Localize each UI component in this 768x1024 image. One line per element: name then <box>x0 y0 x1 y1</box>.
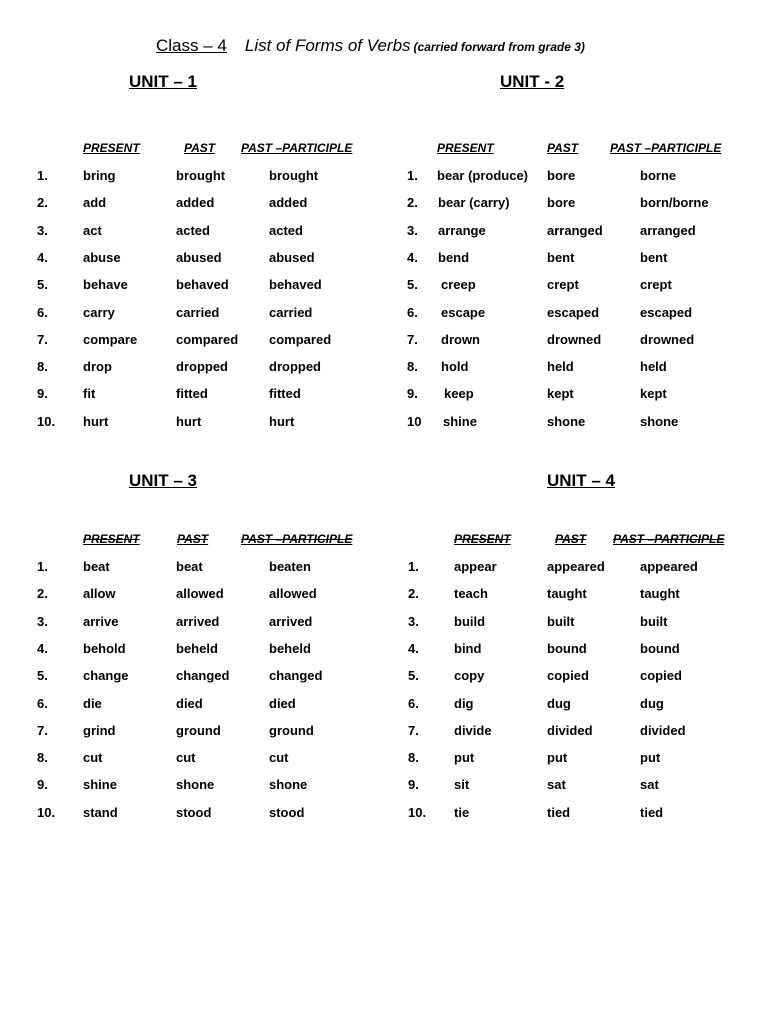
past-participle-verb: held <box>640 359 667 374</box>
past-participle-header: PAST –PARTICIPLE <box>241 532 353 546</box>
row-number: 3. <box>407 223 418 238</box>
past-participle-verb: dug <box>640 696 664 711</box>
past-participle-verb: crept <box>640 277 672 292</box>
past-participle-verb: kept <box>640 386 667 401</box>
present-header: PRESENT <box>83 141 140 155</box>
title-note: (carried forward from grade 3) <box>413 40 585 54</box>
past-verb: carried <box>176 305 220 320</box>
row-number: 1. <box>408 559 419 574</box>
row-number: 7. <box>408 723 419 738</box>
present-verb: compare <box>83 332 138 347</box>
row-number: 1. <box>37 168 48 183</box>
row-number: 8. <box>37 359 48 374</box>
past-verb: acted <box>176 223 210 238</box>
past-participle-verb: shone <box>269 777 308 792</box>
class-label: Class – 4 <box>156 36 227 55</box>
past-participle-verb: sat <box>640 777 659 792</box>
past-verb: behaved <box>176 277 229 292</box>
past-verb: dropped <box>176 359 228 374</box>
past-participle-verb: added <box>269 195 308 210</box>
unit-heading: UNIT – 4 <box>547 471 616 490</box>
past-verb: beheld <box>176 641 218 656</box>
present-header: PRESENT <box>83 532 140 546</box>
present-verb: stand <box>83 805 118 820</box>
past-participle-verb: divided <box>640 723 686 738</box>
row-number: 4. <box>407 250 418 265</box>
past-verb: beat <box>176 559 203 574</box>
row-number: 4. <box>408 641 419 656</box>
past-participle-verb: changed <box>269 668 323 683</box>
row-number: 7. <box>37 723 48 738</box>
past-participle-verb: taught <box>640 586 680 601</box>
past-verb: sat <box>547 777 566 792</box>
present-verb: grind <box>83 723 116 738</box>
present-verb: bend <box>438 250 470 265</box>
page-title <box>156 36 585 56</box>
past-verb: tied <box>547 805 571 820</box>
present-verb: divide <box>454 723 492 738</box>
present-verb: build <box>454 614 486 629</box>
past-participle-verb: borne <box>640 168 677 183</box>
unit-heading: UNIT – 3 <box>129 471 198 490</box>
past-verb: drowned <box>547 332 602 347</box>
present-verb: sit <box>454 777 470 792</box>
past-participle-verb: acted <box>269 223 303 238</box>
row-number: 1. <box>37 559 48 574</box>
past-participle-verb: stood <box>269 805 305 820</box>
past-verb: held <box>547 359 574 374</box>
present-verb: beat <box>83 559 110 574</box>
row-number: 6. <box>37 305 48 320</box>
past-verb: arrived <box>176 614 220 629</box>
past-header: PAST <box>547 141 579 155</box>
present-verb: keep <box>444 386 474 401</box>
past-verb: built <box>547 614 575 629</box>
present-verb: copy <box>454 668 485 683</box>
past-header: PAST <box>177 532 209 546</box>
present-verb: put <box>454 750 475 765</box>
present-verb: allow <box>83 586 116 601</box>
present-verb: creep <box>441 277 476 292</box>
present-verb: drop <box>83 359 112 374</box>
row-number: 10. <box>37 805 56 820</box>
row-number: 5. <box>37 277 48 292</box>
past-participle-verb: fitted <box>269 386 301 401</box>
past-verb: shone <box>176 777 215 792</box>
past-verb: hurt <box>176 414 202 429</box>
present-verb: arrange <box>438 223 486 238</box>
present-verb: appear <box>454 559 497 574</box>
present-verb: act <box>83 223 102 238</box>
present-header: PRESENT <box>454 532 511 546</box>
row-number: 10. <box>37 414 56 429</box>
past-participle-verb: put <box>640 750 661 765</box>
row-number: 8. <box>408 750 419 765</box>
past-participle-header: PAST –PARTICIPLE <box>613 532 725 546</box>
unit-heading: UNIT – 1 <box>129 72 198 91</box>
past-verb: changed <box>176 668 230 683</box>
past-participle-header: PAST –PARTICIPLE <box>241 141 353 155</box>
row-number: 3. <box>37 223 48 238</box>
present-verb: bear (carry) <box>438 195 510 210</box>
row-number: 6. <box>408 696 419 711</box>
past-participle-verb: shone <box>640 414 679 429</box>
past-verb: put <box>547 750 568 765</box>
row-number: 10 <box>407 414 422 429</box>
past-header: PAST <box>555 532 587 546</box>
past-participle-verb: copied <box>640 668 682 683</box>
present-verb: die <box>83 696 102 711</box>
row-number: 10. <box>408 805 427 820</box>
past-participle-verb: abused <box>269 250 315 265</box>
row-number: 9. <box>407 386 418 401</box>
present-verb: bind <box>454 641 482 656</box>
past-participle-verb: allowed <box>269 586 317 601</box>
past-participle-verb: built <box>640 614 668 629</box>
past-verb: died <box>176 696 203 711</box>
present-verb: behold <box>83 641 126 656</box>
past-header: PAST <box>184 141 216 155</box>
row-number: 3. <box>408 614 419 629</box>
row-number: 5. <box>37 668 48 683</box>
past-verb: fitted <box>176 386 208 401</box>
past-verb: brought <box>176 168 226 183</box>
past-verb: crept <box>547 277 579 292</box>
present-verb: behave <box>83 277 128 292</box>
past-participle-verb: ground <box>269 723 314 738</box>
row-number: 5. <box>408 668 419 683</box>
past-participle-verb: tied <box>640 805 664 820</box>
past-verb: bound <box>547 641 587 656</box>
past-participle-verb: died <box>269 696 296 711</box>
row-number: 9. <box>37 777 48 792</box>
past-verb: escaped <box>547 305 600 320</box>
present-verb: change <box>83 668 129 683</box>
row-number: 7. <box>407 332 418 347</box>
past-participle-verb: hurt <box>269 414 295 429</box>
present-verb: escape <box>441 305 486 320</box>
past-participle-verb: cut <box>269 750 289 765</box>
past-participle-verb: escaped <box>640 305 693 320</box>
present-verb: dig <box>454 696 474 711</box>
past-verb: abused <box>176 250 222 265</box>
present-verb: carry <box>83 305 115 320</box>
past-verb: allowed <box>176 586 224 601</box>
present-verb: teach <box>454 586 488 601</box>
row-number: 2. <box>408 586 419 601</box>
past-verb: dug <box>547 696 571 711</box>
row-number: 9. <box>408 777 419 792</box>
row-number: 8. <box>407 359 418 374</box>
row-number: 6. <box>407 305 418 320</box>
present-verb: tie <box>454 805 470 820</box>
past-verb: divided <box>547 723 593 738</box>
row-number: 4. <box>37 641 48 656</box>
past-participle-verb: born/borne <box>640 195 709 210</box>
row-number: 9. <box>37 386 48 401</box>
past-verb: arranged <box>547 223 603 238</box>
past-verb: ground <box>176 723 221 738</box>
past-participle-verb: compared <box>269 332 332 347</box>
past-participle-verb: beheld <box>269 641 311 656</box>
past-verb: stood <box>176 805 212 820</box>
row-number: 8. <box>37 750 48 765</box>
present-verb: bear (produce) <box>437 168 529 183</box>
row-number: 2. <box>37 195 48 210</box>
past-participle-verb: appeared <box>640 559 698 574</box>
past-verb: bent <box>547 250 575 265</box>
past-verb: taught <box>547 586 587 601</box>
present-verb: bring <box>83 168 116 183</box>
present-header: PRESENT <box>437 141 494 155</box>
past-participle-verb: arranged <box>640 223 696 238</box>
past-verb: shone <box>547 414 586 429</box>
past-verb: added <box>176 195 215 210</box>
past-participle-verb: arrived <box>269 614 313 629</box>
present-verb: hold <box>441 359 469 374</box>
past-participle-verb: behaved <box>269 277 322 292</box>
past-participle-verb: drowned <box>640 332 695 347</box>
row-number: 5. <box>407 277 418 292</box>
past-verb: bore <box>547 195 576 210</box>
past-verb: bore <box>547 168 576 183</box>
present-verb: add <box>83 195 107 210</box>
row-number: 4. <box>37 250 48 265</box>
present-verb: hurt <box>83 414 109 429</box>
past-participle-verb: dropped <box>269 359 321 374</box>
row-number: 2. <box>37 586 48 601</box>
present-verb: shine <box>443 414 477 429</box>
present-verb: fit <box>83 386 96 401</box>
row-number: 7. <box>37 332 48 347</box>
past-verb: kept <box>547 386 574 401</box>
past-participle-verb: bound <box>640 641 680 656</box>
list-label: List of Forms of Verbs <box>244 36 411 55</box>
unit-heading: UNIT - 2 <box>500 72 565 91</box>
present-verb: drown <box>441 332 480 347</box>
past-verb: copied <box>547 668 589 683</box>
present-verb: arrive <box>83 614 119 629</box>
past-participle-verb: bent <box>640 250 668 265</box>
past-participle-header: PAST –PARTICIPLE <box>610 141 722 155</box>
row-number: 1. <box>407 168 418 183</box>
past-verb: cut <box>176 750 196 765</box>
past-participle-verb: carried <box>269 305 313 320</box>
row-number: 3. <box>37 614 48 629</box>
present-verb: cut <box>83 750 103 765</box>
present-verb: shine <box>83 777 117 792</box>
past-participle-verb: beaten <box>269 559 311 574</box>
present-verb: abuse <box>83 250 121 265</box>
past-verb: appeared <box>547 559 605 574</box>
row-number: 6. <box>37 696 48 711</box>
past-participle-verb: brought <box>269 168 319 183</box>
row-number: 2. <box>407 195 418 210</box>
past-verb: compared <box>176 332 239 347</box>
